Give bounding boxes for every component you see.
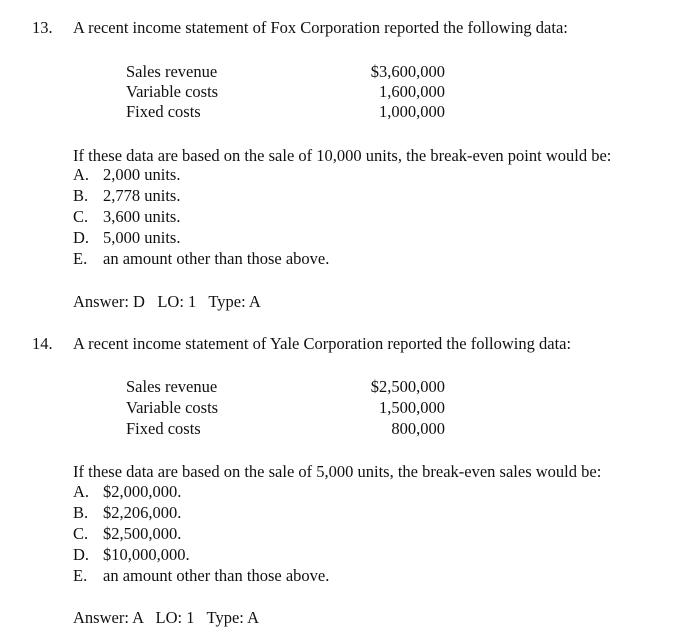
option-text: $2,500,000. xyxy=(103,524,182,543)
question-number: 13. xyxy=(32,18,53,37)
data-value: $2,500,000 xyxy=(370,377,445,396)
answer-option xyxy=(73,228,180,248)
answer-option xyxy=(73,524,181,544)
option-text: $10,000,000. xyxy=(103,545,190,564)
answer-key: Answer: D LO: 1 Type: A xyxy=(73,292,261,311)
option-text: 3,600 units. xyxy=(103,207,181,226)
option-letter: C. xyxy=(73,524,89,543)
answer-option xyxy=(73,566,329,586)
option-letter: E. xyxy=(73,249,88,268)
question-prompt: If these data are based on the sale of 5,000 units, the break-even sales would be: xyxy=(73,462,602,481)
data-value: 1,000,000 xyxy=(379,102,445,121)
option-text: $2,206,000. xyxy=(103,503,182,522)
question-stem: A recent income statement of Fox Corporation reported the following data: xyxy=(73,18,568,37)
option-text: an amount other than those above. xyxy=(103,249,330,268)
question-number: 14. xyxy=(32,334,53,353)
option-text: 2,778 units. xyxy=(103,186,181,205)
data-label: Fixed costs xyxy=(126,419,201,438)
data-value: 1,600,000 xyxy=(379,82,445,101)
option-letter: B. xyxy=(73,186,89,205)
answer-option xyxy=(73,165,180,185)
answer-option xyxy=(73,482,181,502)
option-text: 5,000 units. xyxy=(103,228,181,247)
question-prompt: If these data are based on the sale of 10,000 units, the break-even point would be: xyxy=(73,146,612,165)
answer-option xyxy=(73,207,180,227)
answer-option xyxy=(73,186,180,206)
option-text: 2,000 units. xyxy=(103,165,181,184)
answer-option xyxy=(73,545,190,565)
data-value: 800,000 xyxy=(391,419,445,438)
option-letter: C. xyxy=(73,207,89,226)
option-letter: B. xyxy=(73,503,89,522)
option-letter: A. xyxy=(73,482,90,501)
data-label: Variable costs xyxy=(126,82,219,101)
option-text: $2,000,000. xyxy=(103,482,182,501)
option-letter: E. xyxy=(73,566,88,585)
option-letter: D. xyxy=(73,228,90,247)
data-label: Variable costs xyxy=(126,398,219,417)
option-letter: A. xyxy=(73,165,90,184)
data-label: Sales revenue xyxy=(126,62,218,81)
question-stem: A recent income statement of Yale Corporation reported the following data: xyxy=(73,334,572,353)
data-label: Fixed costs xyxy=(126,102,201,121)
option-letter: D. xyxy=(73,545,90,564)
data-value: 1,500,000 xyxy=(379,398,445,417)
answer-option xyxy=(73,503,181,523)
answer-key: Answer: A LO: 1 Type: A xyxy=(73,608,259,627)
data-label: Sales revenue xyxy=(126,377,218,396)
option-text: an amount other than those above. xyxy=(103,566,330,585)
data-value: $3,600,000 xyxy=(370,62,445,81)
answer-option xyxy=(73,249,329,269)
